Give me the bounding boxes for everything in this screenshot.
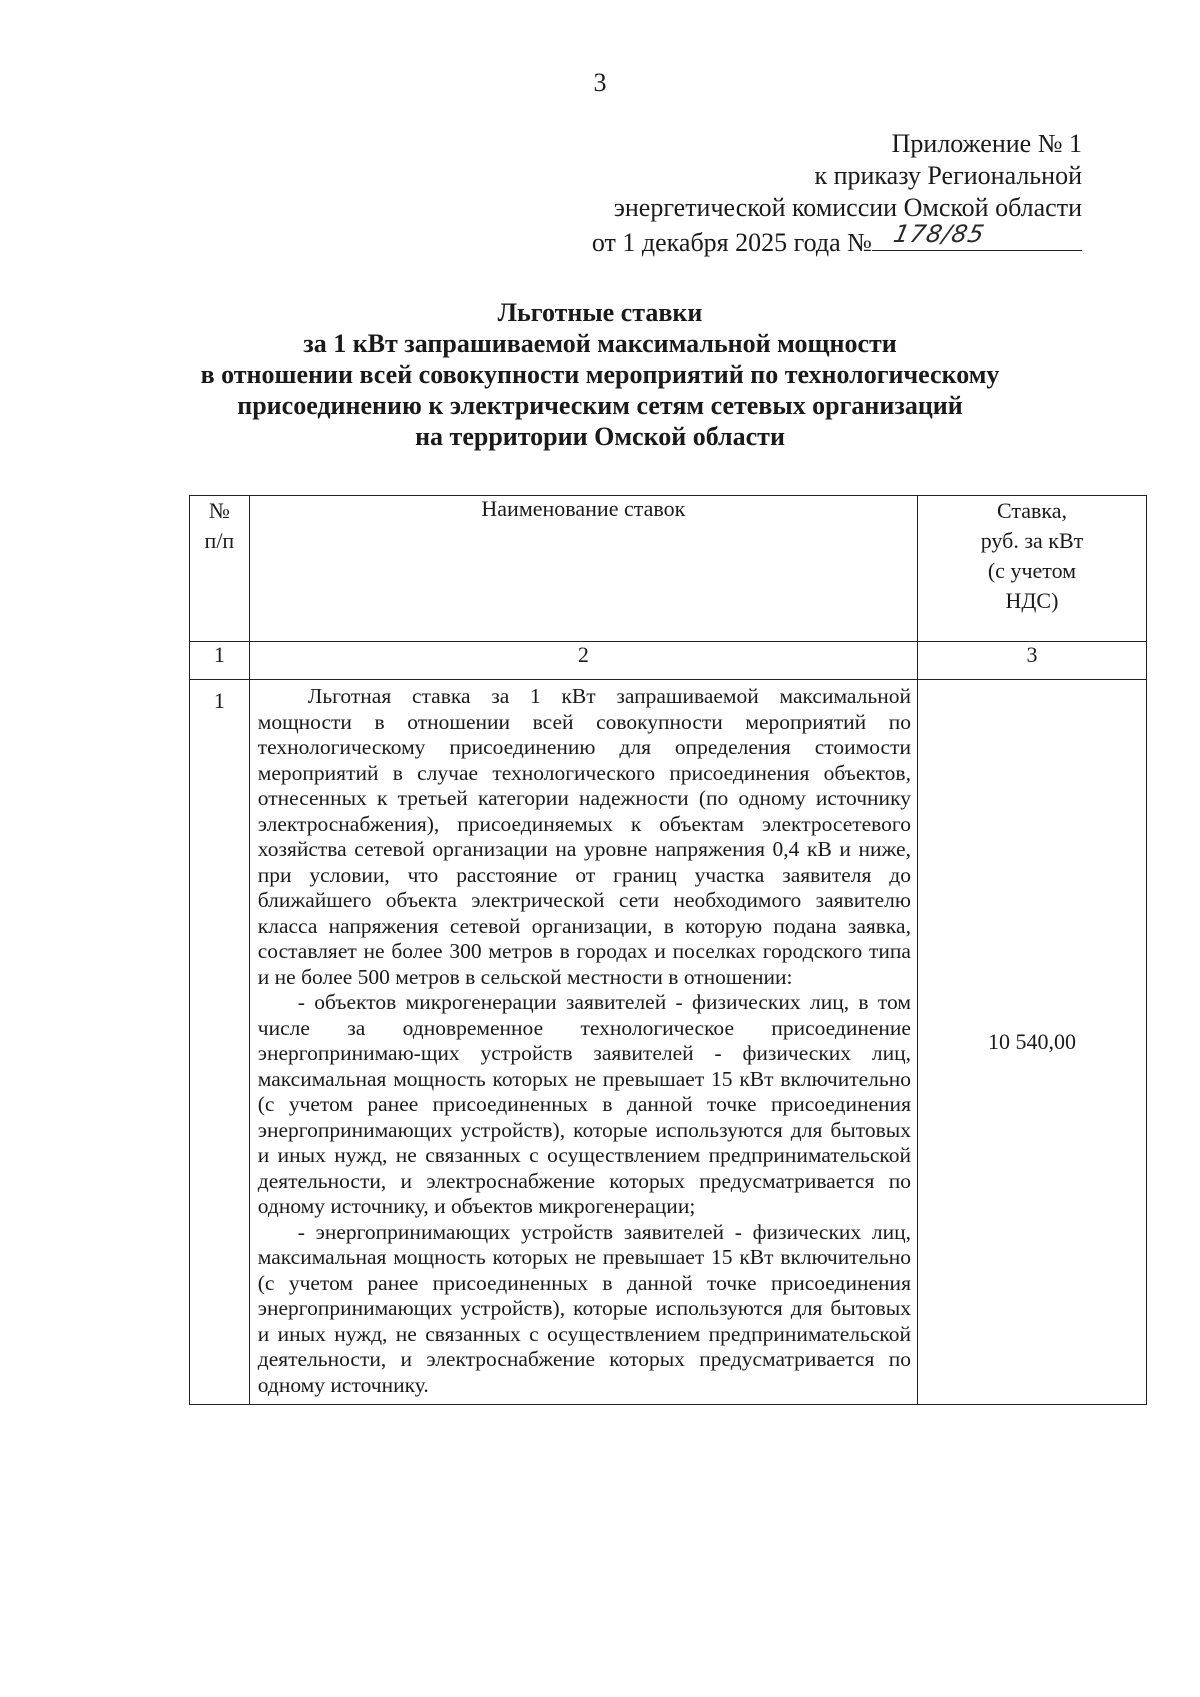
appendix-order-ref: к приказу Региональной [814, 161, 1082, 190]
document-title [0, 297, 1200, 452]
table-header-row [190, 496, 1147, 642]
rates-table [189, 495, 1147, 1405]
appendix-commission: энергетической комиссии Омской области [613, 193, 1082, 222]
appendix-date-line [591, 220, 1082, 259]
header-rate-line-4: НДС) [1005, 588, 1059, 613]
order-number-handwritten: 178/85 [891, 220, 988, 248]
appendix-title: Приложение № 1 [891, 129, 1082, 158]
column-index-3: 3 [917, 642, 1146, 680]
header-rate-line-2: руб. за кВт [980, 528, 1084, 553]
appendix-date: от 1 декабря 2025 года № [591, 228, 872, 257]
row-description-item-1: - объектов микрогенерации заявителей - физических лиц, в том числе за одновременное технологическое присоединение энергопринимаю-щих устройств заявителей - физических лиц, максимальная мощность которых не превышает 15 кВт включительно (с учетом ранее присоединенных в данной точке присоединения энергопринимающих устройств), которые используются для бытовых и иных нужд, не связанных с осуществлением предпринимательской деятельности, и электроснабжение которых предусматривается по одному источнику, и объектов микрогенерации; [257, 990, 911, 1218]
table-row [190, 680, 1147, 1405]
column-index-2: 2 [249, 642, 917, 680]
row-description-item-2: - энергопринимающих устройств заявителей - физических лиц, максимальная мощность которых не превышает 15 кВт включительно (с учетом ранее присоединенных в данной точке присоединения энергопринимающих устройств), которые используются для бытовых и иных нужд, не связанных с осуществлением предпринимательской деятельности, и электроснабжение которых предусматривается по одному источнику. [257, 1219, 911, 1397]
header-num [190, 496, 250, 642]
title-line-4: присоединению к электрическим сетям сетевых организаций [237, 391, 963, 420]
order-number-field [872, 220, 1082, 251]
row-num: 1 [190, 680, 250, 1405]
column-index-row [190, 642, 1147, 680]
column-index-1: 1 [190, 642, 250, 680]
title-line-5: на территории Омской области [415, 422, 785, 451]
header-num-line-1: № [208, 498, 230, 523]
appendix-header [592, 128, 1082, 259]
header-num-line-2: п/п [204, 528, 235, 553]
row-description [249, 680, 917, 1405]
header-name: Наименование ставок [249, 496, 917, 642]
title-line-3: в отношении всей совокупности мероприятий по технологическому [200, 360, 1000, 389]
header-rate-line-1: Ставка, [996, 498, 1067, 523]
page-number: 3 [593, 68, 607, 97]
row-description-main: Льготная ставка за 1 кВт запрашиваемой максимальной мощности в отношении всей совокупности мероприятий по технологическому присоединению для определения стоимости мероприятий в случае технологического присоединения объектов, отнесенных к третьей категории надежности (по одному источнику электроснабжения), присоединяемых к объектам электросетевого хозяйства сетевой организации на уровне напряжения 0,4 кВ и ниже, при условии, что расстояние от границ участка заявителя до ближайшего объекта электрической сети необходимого заявителю класса напряжения сетевой организации, в которую подана заявка, составляет не более 300 метров в городах и поселках городского типа и не более 500 метров в сельской местности в отношении: [257, 684, 911, 989]
header-rate-line-3: (с учетом [987, 558, 1077, 583]
title-line-1: Льготные ставки [497, 298, 703, 327]
header-rate [917, 496, 1146, 642]
row-rate: 10 540,00 [917, 680, 1146, 1405]
title-line-2: за 1 кВт запрашиваемой максимальной мощности [303, 329, 897, 358]
